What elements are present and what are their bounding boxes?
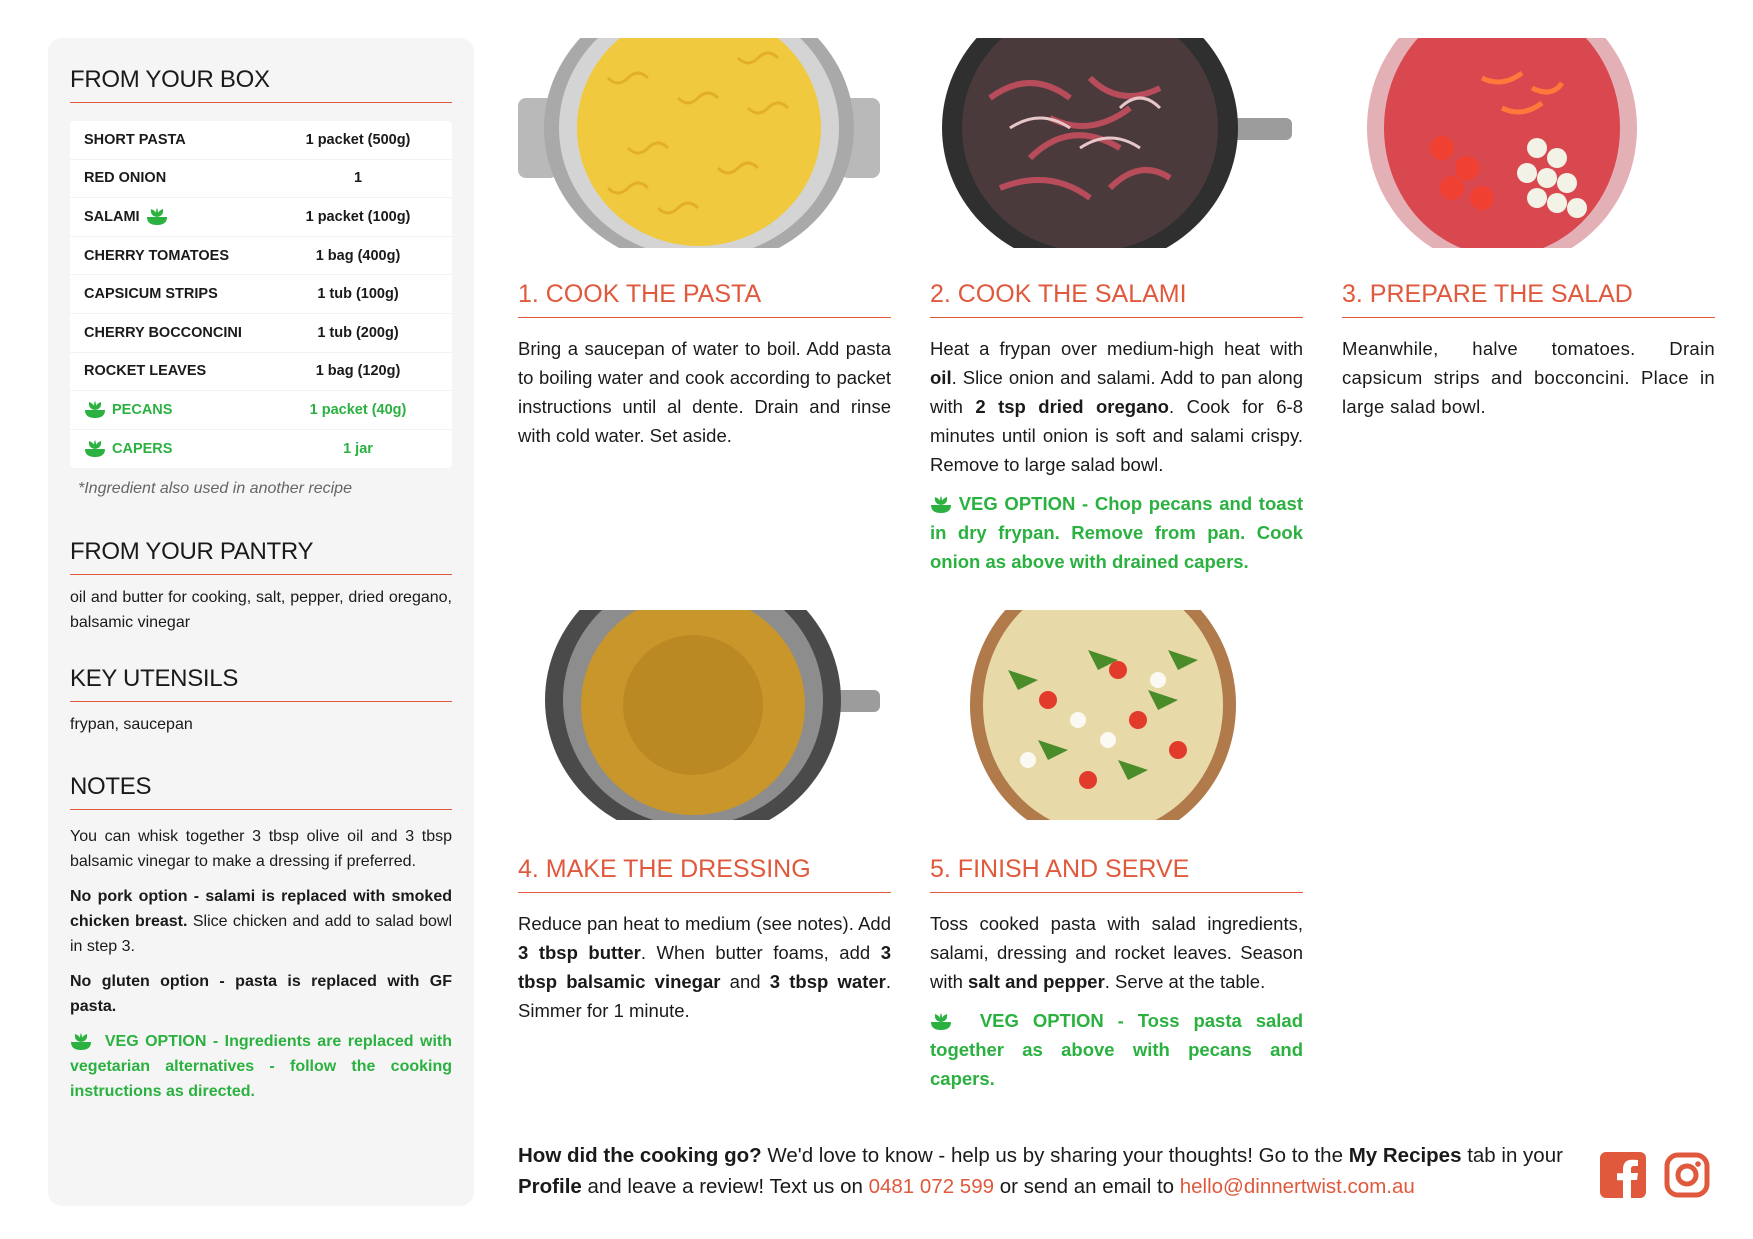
salad-bowl-image xyxy=(1362,38,1642,248)
ingredient-row xyxy=(70,391,452,430)
ingredient-label: PECANS xyxy=(112,401,173,418)
utensils-section xyxy=(70,665,452,737)
footer-text-1: We'd love to know - help us by sharing your thoughts! Go to the xyxy=(761,1144,1349,1167)
step-2-title: 2. COOK THE SALAMI xyxy=(930,280,1303,318)
ingredient-label: CHERRY TOMATOES xyxy=(84,247,230,264)
veg-leaf-icon xyxy=(84,401,106,419)
utensils-title: KEY UTENSILS xyxy=(70,665,452,702)
pantry-title: FROM YOUR PANTRY xyxy=(70,538,452,575)
step-5-bold-1: salt and pepper xyxy=(968,971,1105,992)
sidebar xyxy=(48,38,474,1206)
salami-frypan-image xyxy=(930,38,1292,248)
utensils-text: frypan, saucepan xyxy=(70,716,193,734)
ingredient-row xyxy=(70,121,452,160)
ingredient-row xyxy=(70,237,452,276)
footer-text-3: and leave a review! Text us on xyxy=(581,1175,869,1198)
ingredient-name xyxy=(84,286,278,302)
veg-leaf-icon xyxy=(146,208,168,226)
ingredient-quantity: 1 packet (100g) xyxy=(305,208,411,225)
ingredient-quantity: 1 packet (40g) xyxy=(309,401,407,418)
step-3-title: 3. PREPARE THE SALAD xyxy=(1342,280,1715,318)
ingredient-quantity: 1 xyxy=(353,170,363,187)
step-5 xyxy=(930,855,1303,1103)
step-2 xyxy=(930,280,1303,586)
ingredient-name xyxy=(84,325,278,341)
notes-no-gluten: No gluten option - pasta is replaced with GF pasta. xyxy=(70,973,452,1016)
footer-phone-link[interactable]: 0481 072 599 xyxy=(868,1175,994,1198)
footer-text-4: or send an email to xyxy=(994,1175,1180,1198)
ingredient-row xyxy=(70,198,452,237)
notes-veg-text: VEG OPTION - Ingredients are replaced with vegetarian alternatives - follow the cooking instructions as directed. xyxy=(70,1033,453,1101)
step-2-text-1: Heat a frypan over medium-high heat with xyxy=(930,338,1303,359)
veg-leaf-icon xyxy=(70,1033,92,1051)
ingredient-quantity: 1 packet (500g) xyxy=(305,131,411,148)
ingredient-row xyxy=(70,314,452,353)
asterisk-note: *Ingredient also used in another recipe xyxy=(78,480,352,498)
step-2-text xyxy=(930,334,1303,576)
ingredient-label: CAPSICUM STRIPS xyxy=(84,286,218,303)
ingredient-quantity: 1 bag (400g) xyxy=(315,247,401,264)
pantry-section xyxy=(70,538,452,635)
veg-leaf-icon xyxy=(930,1013,952,1031)
ingredient-name xyxy=(84,208,278,226)
step-2-bold-2: 2 tsp dried oregano xyxy=(975,396,1169,417)
footer-profile: Profile xyxy=(518,1175,582,1198)
pantry-text: oil and butter for cooking, salt, pepper, dried oregano, balsamic vinegar xyxy=(70,589,452,632)
notes-title: NOTES xyxy=(70,773,452,810)
step-4-bold-1: 3 tbsp butter xyxy=(518,942,641,963)
ingredient-quantity: 1 tub (100g) xyxy=(317,286,399,303)
ingredient-label: CHERRY BOCCONCINI xyxy=(84,324,242,341)
facebook-icon[interactable] xyxy=(1600,1152,1646,1198)
step-2-veg-option xyxy=(930,489,1303,576)
step-2-text-2: . Slice onion and salami. Add to pan along with xyxy=(930,367,1303,417)
footer-email-link[interactable]: hello@dinnertwist.com.au xyxy=(1179,1175,1415,1198)
step-5-text xyxy=(930,909,1303,1093)
step-4-bold-2: 3 tbsp balsamic vinegar xyxy=(518,942,892,992)
pasta-colander-image xyxy=(518,38,880,248)
ingredient-quantity: 1 tub (200g) xyxy=(317,324,399,341)
ingredient-name xyxy=(84,248,278,264)
ingredient-label: SHORT PASTA xyxy=(84,131,186,148)
step-5-veg-text: VEG OPTION - Toss pasta salad together as above with pecans and capers. xyxy=(930,1010,1304,1089)
ingredient-quantity: 1 jar xyxy=(343,441,373,458)
dressing-pan-image xyxy=(518,610,880,820)
ingredient-name xyxy=(84,132,278,148)
step-1-title: 1. COOK THE PASTA xyxy=(518,280,891,318)
step-2-bold-1: oil xyxy=(930,367,952,388)
step-4-text xyxy=(518,909,891,1025)
footer-text-2: tab in your xyxy=(1461,1144,1563,1167)
notes-veg-option xyxy=(70,1029,452,1104)
step-3-text: Meanwhile, halve tomatoes. Drain capsicum strips and bocconcini. Place in large salad bowl. xyxy=(1342,338,1715,417)
step-4-text-3: and xyxy=(720,971,770,992)
ingredient-label: CAPERS xyxy=(112,441,173,458)
ingredient-row xyxy=(70,160,452,199)
feedback-footer xyxy=(518,1140,1578,1202)
step-4-bold-3: 3 tbsp water xyxy=(769,971,886,992)
step-4 xyxy=(518,855,891,1035)
finished-salad-image xyxy=(968,610,1238,820)
ingredient-label: ROCKET LEAVES xyxy=(84,363,207,380)
step-4-text-4: . Simmer for 1 minute. xyxy=(518,971,891,1021)
ingredient-row xyxy=(70,275,452,314)
footer-question: How did the cooking go? xyxy=(518,1144,762,1167)
ingredient-name xyxy=(84,170,278,186)
ingredient-name xyxy=(84,363,278,379)
ingredient-name xyxy=(84,440,278,458)
step-4-title: 4. MAKE THE DRESSING xyxy=(518,855,891,893)
step-3 xyxy=(1342,280,1715,421)
ingredient-name xyxy=(84,401,278,419)
ingredient-row xyxy=(70,430,452,469)
ingredient-label: SALAMI xyxy=(84,208,140,225)
ingredient-row xyxy=(70,353,452,392)
step-1-text: Bring a saucepan of water to boil. Add pasta to boiling water and cook according to packet instructions until al dente. Drain and rinse with cold water. Set aside. xyxy=(518,338,891,446)
notes-no-pork-rest: Slice chicken and add to salad bowl in step 3. xyxy=(70,913,453,956)
step-5-veg-option xyxy=(930,1006,1303,1093)
veg-leaf-icon xyxy=(930,496,952,514)
box-title: FROM YOUR BOX xyxy=(70,66,452,103)
footer-my-recipes: My Recipes xyxy=(1348,1144,1462,1167)
ingredient-quantity: 1 bag (120g) xyxy=(315,363,401,380)
ingredient-label: RED ONION xyxy=(84,170,167,187)
ingredients-table xyxy=(70,121,452,468)
step-2-text-3: . Cook for 6-8 minutes until onion is soft and salami crispy. Remove to large salad bowl. xyxy=(930,396,1304,475)
notes-no-pork-bold: No pork option - salami is replaced with smoked chicken breast. xyxy=(70,888,452,931)
notes-no-pork xyxy=(70,884,452,959)
step-4-text-2: . When butter foams, add xyxy=(640,942,881,963)
instagram-icon[interactable] xyxy=(1664,1152,1710,1198)
notes-dressing: You can whisk together 3 tbsp olive oil and 3 tbsp balsamic vinegar to make a dressing if preferred. xyxy=(70,828,452,871)
step-5-title: 5. FINISH AND SERVE xyxy=(930,855,1303,893)
step-5-text-2: . Serve at the table. xyxy=(1104,971,1266,992)
step-4-text-1: Reduce pan heat to medium (see notes). Add xyxy=(518,913,891,934)
step-1 xyxy=(518,280,891,450)
step-5-text-1: Toss cooked pasta with salad ingredients, salami, dressing and rocket leaves. Season with xyxy=(930,913,1303,992)
step-2-veg-text: VEG OPTION - Chop pecans and toast in dry frypan. Remove from pan. Cook onion as above with drained capers. xyxy=(930,493,1303,572)
veg-leaf-icon xyxy=(84,440,106,458)
notes-section xyxy=(70,773,452,1104)
